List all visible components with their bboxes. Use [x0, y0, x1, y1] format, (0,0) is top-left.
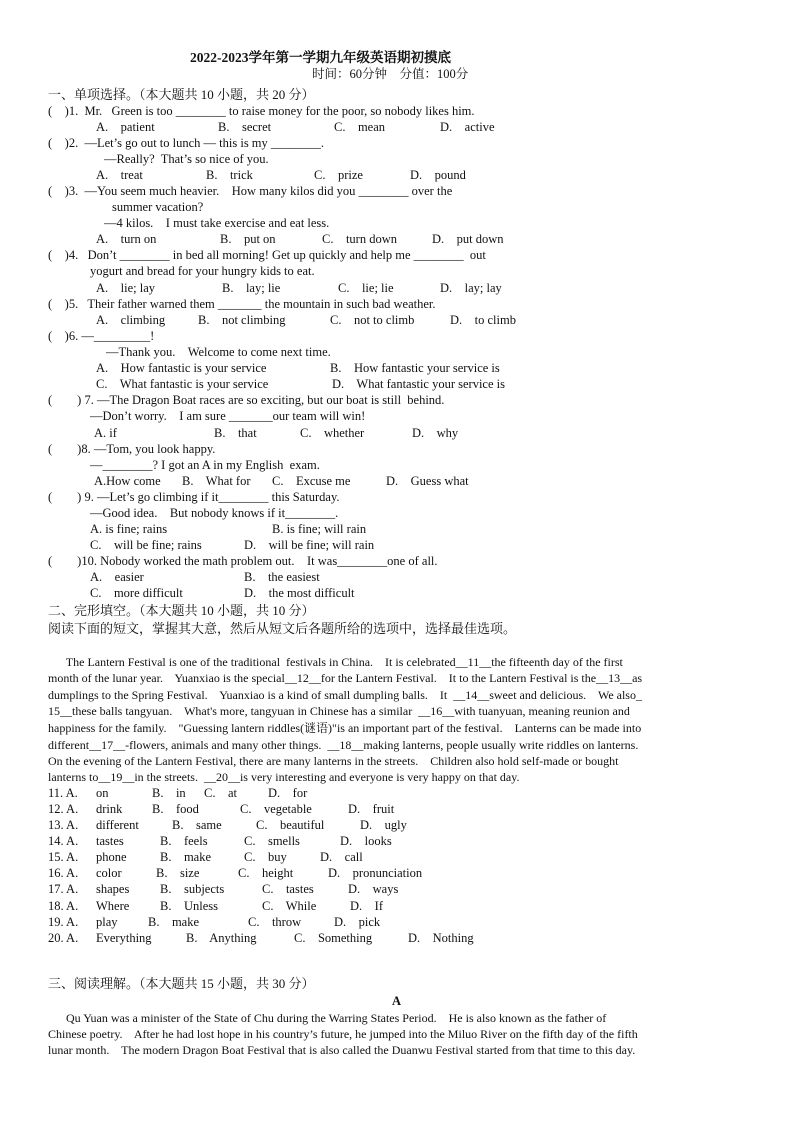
cloze-option-row [48, 850, 748, 866]
option-a: tastes [96, 834, 124, 848]
option-b: B. Anything [186, 931, 257, 945]
option-a: drink [96, 802, 123, 816]
q6-option-a: A. How fantastic is your service [96, 361, 267, 375]
q3-stem: ( )3. —You seem much heavier. How many kilos did you ________ over the [48, 184, 453, 198]
option-c: C. Something [294, 931, 373, 945]
page-title: 2022-2023学年第一学期九年级英语期初摸底 [190, 50, 451, 65]
cloze-option-row [48, 786, 748, 802]
option-b: B. subjects [160, 882, 225, 896]
q2-option-a: A. treat [96, 168, 143, 182]
q5-option-b: B. not climbing [198, 313, 286, 327]
cloze-passage-line: different__17__-flowers, animals and many other things. __18__making lanterns, people usually write riddles on lanterns. [48, 738, 639, 752]
q7-line2: —Don’t worry. I am sure _______our team will win! [90, 409, 366, 423]
q5-option-d: D. to climb [450, 313, 516, 327]
reading-part-label: A [392, 994, 402, 1008]
cloze-option-row [48, 882, 748, 898]
q1-option-a: A. patient [96, 120, 155, 134]
q2-stem: ( )2. —Let’s go out to lunch — this is my ________. [48, 136, 325, 150]
option-b: B. in [152, 786, 186, 800]
option-d: D. pronunciation [328, 866, 423, 880]
q8-option-b: B. What for [182, 474, 251, 488]
q8-option-a: A.How come [94, 474, 161, 488]
q4-line2: yogurt and bread for your hungry kids to eat. [90, 264, 315, 278]
option-number: 19. A. [48, 915, 79, 929]
q10-option-b: B. the easiest [244, 570, 320, 584]
q3-option-b: B. put on [220, 232, 276, 246]
q6-option-c: C. What fantastic is your service [96, 377, 269, 391]
cloze-option-row [48, 915, 748, 931]
section1-heading: 一、单项选择。（本大题共 10 小题，共 20 分） [48, 87, 315, 102]
cloze-option-row [48, 899, 748, 915]
section2-heading: 二、完形填空。（本大题共 10 小题，共 10 分） [48, 603, 315, 618]
option-c: C. While [262, 899, 317, 913]
option-a: on [96, 786, 109, 800]
option-c: C. beautiful [256, 818, 325, 832]
option-a: phone [96, 850, 127, 864]
q3-line3: —4 kilos. I must take exercise and eat less. [104, 216, 330, 230]
cloze-option-row [48, 802, 748, 818]
q4-option-d: D. lay; lay [440, 281, 502, 295]
cloze-passage-line: lanterns to__19__in the streets. __20__is very interesting and everyone is very happy on that day. [48, 770, 520, 784]
option-b: B. same [172, 818, 222, 832]
q7-option-c: C. whether [300, 426, 365, 440]
cloze-option-row [48, 834, 748, 850]
q1-option-c: C. mean [334, 120, 386, 134]
q9-option-a: A. is fine; rains [90, 522, 168, 536]
option-a: Where [96, 899, 130, 913]
q7-option-b: B. that [214, 426, 257, 440]
cloze-passage-line: On the evening of the Lantern Festival, there are many lanterns in the streets. Children also hold self-made or bought [48, 754, 619, 768]
q1-stem: ( )1. Mr. Green is too ________ to raise money for the poor, so nobody likes him. [48, 104, 475, 118]
q10-option-d: D. the most difficult [244, 586, 355, 600]
option-d: D. ways [348, 882, 399, 896]
q3-option-d: D. put down [432, 232, 504, 246]
reading-passage-line: lunar month. The modern Dragon Boat Festival that is also called the Duanwu Festival started from that time to this day. [48, 1043, 636, 1057]
option-b: B. feels [160, 834, 208, 848]
q7-stem: ( ) 7. —The Dragon Boat races are so exciting, but our boat is still behind. [48, 393, 445, 407]
q8-stem: ( )8. —Tom, you look happy. [48, 442, 216, 456]
option-d: D. If [350, 899, 383, 913]
cloze-passage-line: 15__these balls tangyuan. What's more, tangyuan in Chinese has a similar __16__with tuanyuan, meaning reunion and [48, 704, 630, 718]
q2-option-d: D. pound [410, 168, 466, 182]
q9-line2: —Good idea. But nobody knows if it________. [90, 506, 339, 520]
q9-option-b: B. is fine; will rain [272, 522, 367, 536]
option-d: D. looks [340, 834, 392, 848]
option-c: C. smells [244, 834, 300, 848]
option-d: D. Nothing [408, 931, 474, 945]
q4-option-c: C. lie; lie [338, 281, 394, 295]
q6-stem: ( )6. —_________! [48, 329, 155, 343]
q8-option-c: C. Excuse me [272, 474, 351, 488]
q6-option-d: D. What fantastic your service is [332, 377, 505, 391]
q5-option-a: A. climbing [96, 313, 166, 327]
option-a: Everything [96, 931, 152, 945]
option-number: 18. A. [48, 899, 79, 913]
cloze-passage-line: dumplings to the Spring Festival. Yuanxiao is a kind of small dumpling balls. It __14__sweet and delicious. We also_ [48, 688, 642, 702]
q8-option-d: D. Guess what [386, 474, 469, 488]
q1-option-b: B. secret [218, 120, 272, 134]
option-number: 17. A. [48, 882, 79, 896]
q9-option-c: C. will be fine; rains [90, 538, 202, 552]
option-number: 11. A. [48, 786, 78, 800]
option-number: 20. A. [48, 931, 79, 945]
option-a: different [96, 818, 139, 832]
cloze-option-row [48, 931, 748, 947]
exam-info: 时间：60分钟 分值：100分 [312, 67, 469, 81]
option-a: color [96, 866, 122, 880]
option-number: 15. A. [48, 850, 79, 864]
q10-option-a: A. easier [90, 570, 144, 584]
cloze-option-row [48, 818, 748, 834]
option-d: D. pick [334, 915, 381, 929]
option-number: 12. A. [48, 802, 79, 816]
option-a: play [96, 915, 118, 929]
cloze-passage-line: month of the lunar year. Yuanxiao is the special__12__for the Lantern Festival. It to the Lantern Festival is the__13__as [48, 671, 643, 685]
reading-passage-line: Qu Yuan was a minister of the State of Chu during the Warring States Period. He is also known as the father of [48, 1011, 607, 1025]
option-number: 16. A. [48, 866, 79, 880]
section3-heading: 三、阅读理解。（本大题共 15 小题，共 30 分） [48, 976, 315, 991]
q9-option-d: D. will be fine; will rain [244, 538, 375, 552]
q3-option-a: A. turn on [96, 232, 157, 246]
option-c: C. at [204, 786, 237, 800]
option-d: D. fruit [348, 802, 395, 816]
q3-option-c: C. turn down [322, 232, 397, 246]
q4-option-a: A. lie; lay [96, 281, 156, 295]
section2-instruction: 阅读下面的短文，掌握其大意，然后从短文后各题所给的选项中，选择最佳选项。 [48, 621, 517, 636]
option-c: C. height [238, 866, 294, 880]
option-c: C. throw [248, 915, 302, 929]
option-b: B. make [148, 915, 200, 929]
option-d: D. call [320, 850, 363, 864]
option-b: B. food [152, 802, 199, 816]
q8-line2: —________? I got an A in my English exam. [90, 458, 320, 472]
q1-option-d: D. active [440, 120, 495, 134]
option-b: B. make [160, 850, 212, 864]
q3-line2: summer vacation? [112, 200, 204, 214]
q5-option-c: C. not to climb [330, 313, 415, 327]
option-b: B. size [156, 866, 200, 880]
q4-stem: ( )4. Don’t ________ in bed all morning! Get up quickly and help me ________ out [48, 248, 486, 262]
option-d: D. for [268, 786, 308, 800]
cloze-passage-line: The Lantern Festival is one of the traditional festivals in China. It is celebrated__11__the fifteenth day of the first [48, 655, 623, 669]
q6-line2: —Thank you. Welcome to come next time. [106, 345, 331, 359]
option-a: shapes [96, 882, 130, 896]
q2-line2: —Really? That’s so nice of you. [104, 152, 269, 166]
q7-option-d: D. why [412, 426, 459, 440]
q2-option-b: B. trick [206, 168, 253, 182]
q2-option-c: C. prize [314, 168, 363, 182]
cloze-passage-line: happiness for the family. "Guessing lantern riddles(谜语)"is an important part of the festival. Lanterns can be made into [48, 721, 642, 735]
cloze-option-row [48, 866, 748, 882]
option-number: 14. A. [48, 834, 79, 848]
option-number: 13. A. [48, 818, 79, 832]
option-c: C. vegetable [240, 802, 312, 816]
option-d: D. ugly [360, 818, 407, 832]
option-c: C. buy [244, 850, 287, 864]
q10-option-c: C. more difficult [90, 586, 183, 600]
reading-passage-line: Chinese poetry. After he had lost hope in his country’s future, he jumped into the Miluo River on the fifth day of the fifth [48, 1027, 638, 1041]
q7-option-a: A. if [94, 426, 117, 440]
q4-option-b: B. lay; lie [222, 281, 281, 295]
q5-stem: ( )5. Their father warned them _______ the mountain in such bad weather. [48, 297, 436, 311]
option-b: B. Unless [160, 899, 218, 913]
q6-option-b: B. How fantastic your service is [330, 361, 500, 375]
q10-stem: ( )10. Nobody worked the math problem out. It was________one of all. [48, 554, 438, 568]
q9-stem: ( ) 9. —Let’s go climbing if it________ this Saturday. [48, 490, 340, 504]
option-c: C. tastes [262, 882, 314, 896]
